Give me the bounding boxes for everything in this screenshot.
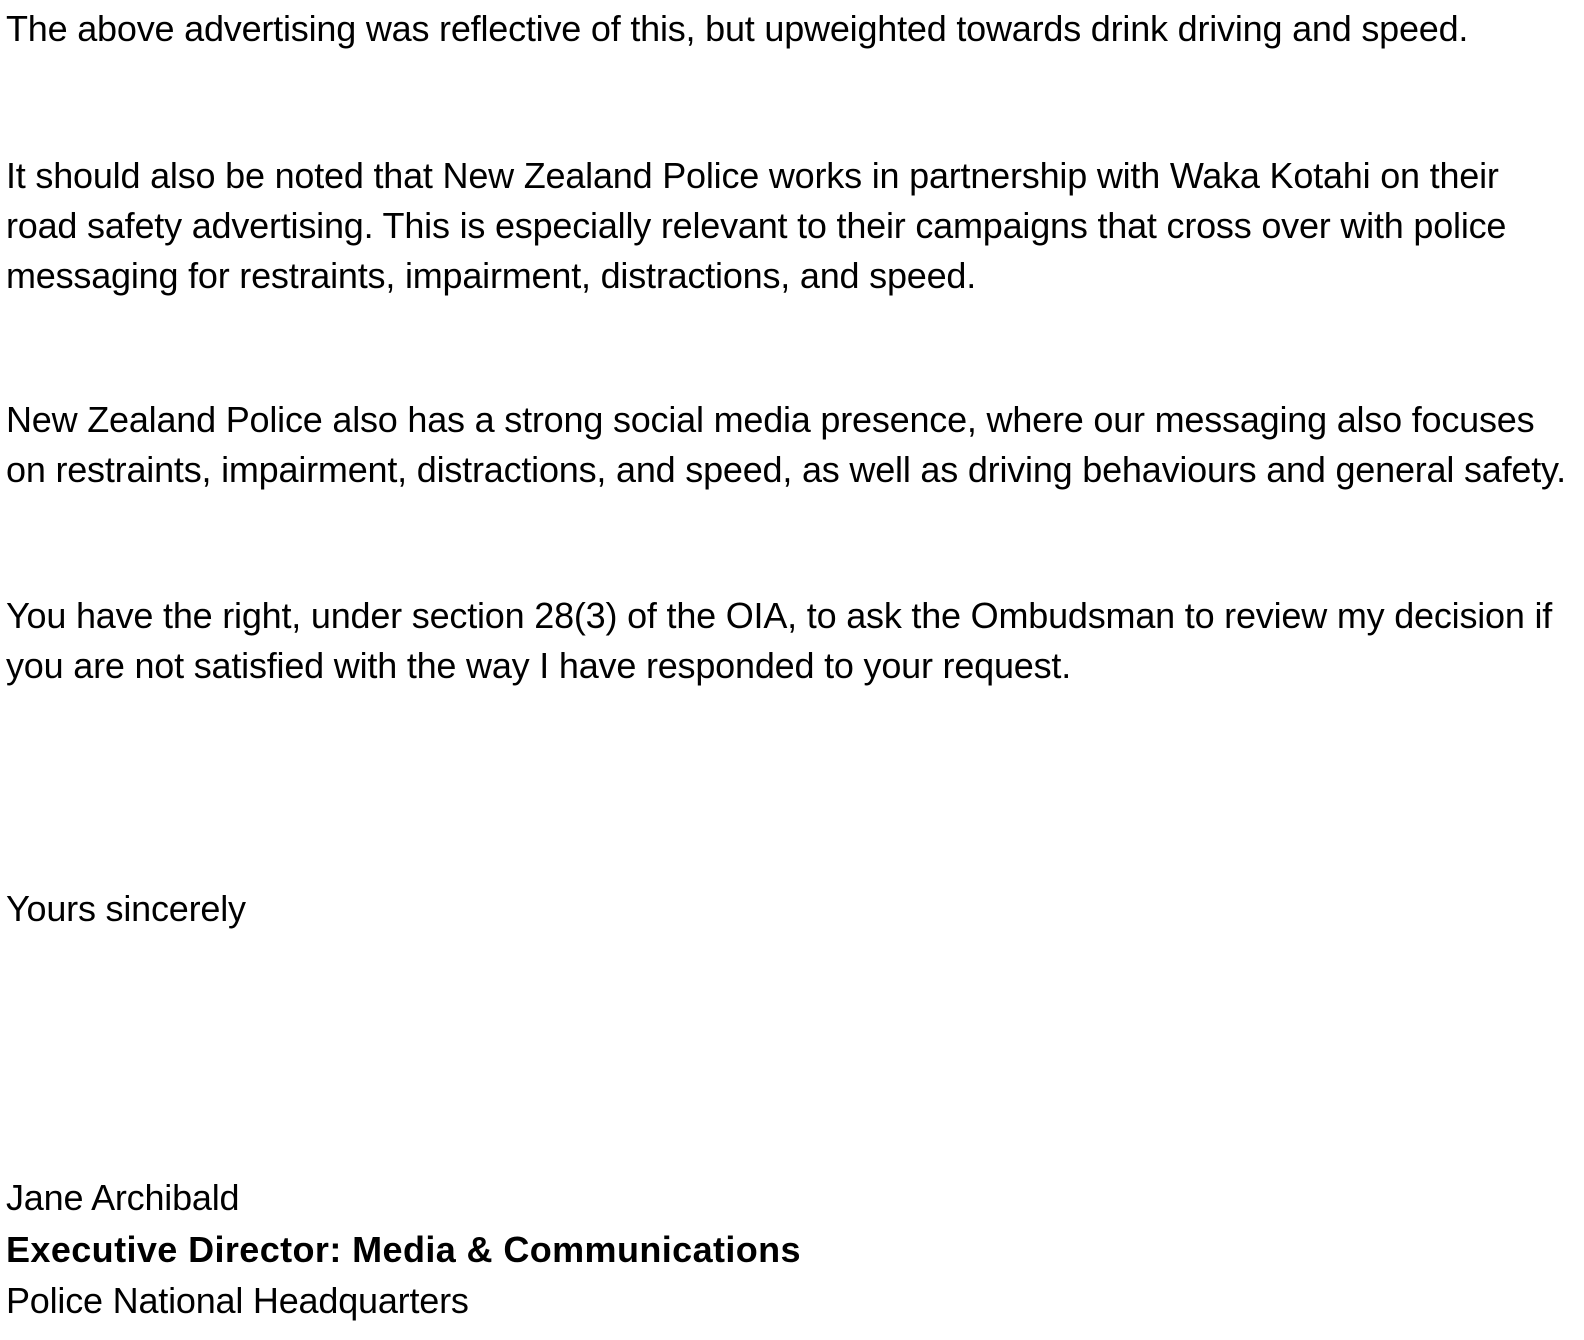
signatory-name: Jane Archibald	[6, 1177, 240, 1218]
paragraph-social-media: New Zealand Police also has a strong social media presence, where our messaging also focuses on restraints, impairment, distractions, and speed, as well as driving behaviours and general safety.	[6, 399, 1566, 490]
paragraph-ombudsman-right: You have the right, under section 28(3) of the OIA, to ask the Ombudsman to review my decision if you are not satisfied with the way I have responded to your request.	[6, 595, 1553, 686]
signatory-organisation: Police National Headquarters	[6, 1280, 469, 1321]
closing-salutation: Yours sincerely	[6, 888, 246, 929]
paragraph-partnership: It should also be noted that New Zealand Police works in partnership with Waka Kotahi on their road safety advertising. This is especially relevant to their campaigns that cross over with police messaging for restraints, impairment, distractions, and speed.	[6, 155, 1507, 296]
signatory-title: Executive Director: Media & Communications	[6, 1229, 801, 1270]
paragraph-advertising: The above advertising was reflective of this, but upweighted towards drink driving and speed.	[6, 8, 1469, 49]
